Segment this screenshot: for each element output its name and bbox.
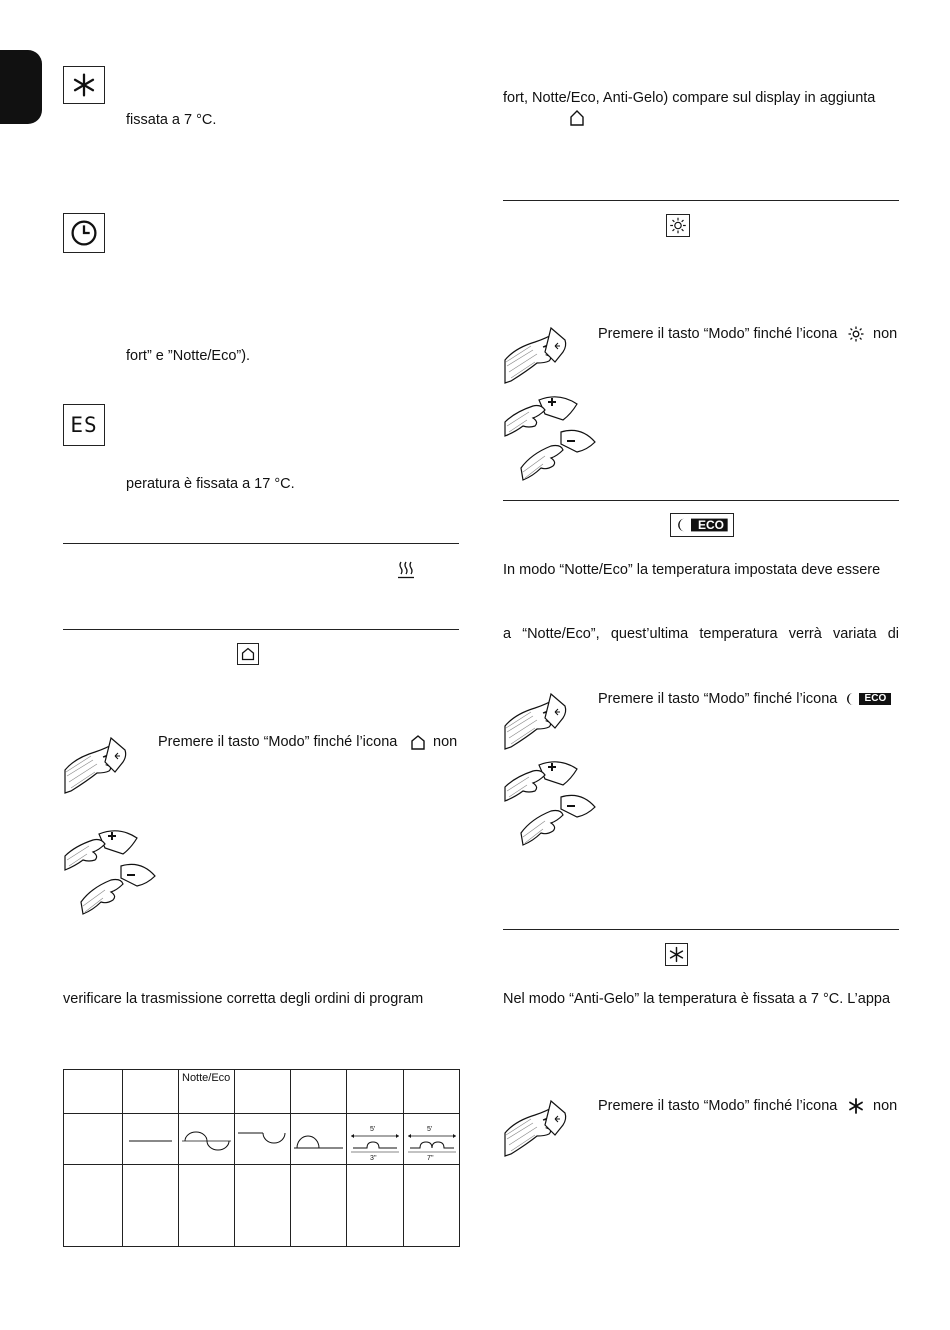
press-mode-text	[158, 733, 433, 751]
antifrost-snowflake-icon	[63, 66, 105, 104]
eco-inline-label: ECO	[864, 693, 887, 705]
wave-5-label-b: 5'	[427, 1126, 433, 1133]
mode-button-hand-icon	[63, 732, 133, 794]
press-mode-prefix: Premere il tasto “Modo” finché l’icona	[158, 734, 398, 750]
eco-press-text	[598, 690, 891, 708]
antifrost-snowflake-icon	[665, 943, 688, 966]
comfort-press-suffix: non	[873, 326, 898, 342]
signal-stop-wave	[291, 1114, 346, 1164]
heat-waves-icon	[398, 561, 414, 579]
table-header-eco: Notte/Eco	[182, 1072, 231, 1084]
signal-eco-wave	[179, 1114, 234, 1164]
eco-moon-icon	[670, 513, 734, 537]
plus-minus-hand-icon	[63, 822, 157, 916]
press-mode-suffix: non	[433, 734, 458, 750]
wave-7-label: 7''	[427, 1155, 434, 1162]
signal-comfort-wave	[123, 1114, 178, 1164]
plus-minus-hand-icon	[503, 388, 597, 482]
house-icon	[409, 734, 427, 750]
mode-button-hand-icon	[503, 1095, 573, 1157]
antifrost-text: fissata a 7 °C.	[126, 112, 217, 128]
house-mode-icon	[237, 643, 259, 665]
program-text: fort” e ”Notte/Eco”).	[126, 348, 251, 364]
comfort-press-prefix: Premere il tasto “Modo” finché l’icona	[598, 326, 838, 342]
house-icon	[568, 109, 586, 126]
section-divider	[503, 200, 899, 201]
antifrost-press-text	[598, 1097, 871, 1115]
wave-5-label-a: 5'	[370, 1126, 376, 1133]
section-divider	[63, 543, 459, 544]
wave-3-label: 3''	[370, 1155, 377, 1162]
mode-button-hand-icon	[503, 688, 573, 750]
section-divider	[503, 929, 899, 930]
eco-text-1: In modo “Notte/Eco” la temperatura impostata deve essere	[503, 562, 881, 578]
program-clock-icon	[63, 213, 105, 253]
es-icon-text: ES	[70, 413, 98, 437]
section-divider	[503, 500, 899, 501]
es-display-icon	[63, 404, 105, 446]
section-divider	[63, 629, 459, 630]
verify-text: verificare la trasmissione corretta degli ordini di program	[63, 991, 424, 1007]
eco-press-prefix: Premere il tasto “Modo” finché l’icona	[598, 691, 838, 707]
intro-text: fort, Notte/Eco, Anti-Gelo) compare sul display in aggiunta	[503, 90, 876, 106]
antifrost-description: Nel modo “Anti-Gelo” la temperatura è fissata a 7 °C. L’appa	[503, 991, 891, 1007]
page-thumb-tab	[0, 50, 42, 124]
antifrost-press-suffix: non	[873, 1098, 898, 1114]
comfort-sun-icon	[666, 214, 690, 237]
mode-button-hand-icon	[503, 322, 573, 384]
es-text: peratura è fissata a 17 °C.	[126, 476, 295, 492]
moon-eco-icon	[845, 691, 891, 707]
eco-text-2: a “Notte/Eco”, quest’ultima temperatura verrà variata di	[503, 626, 899, 642]
snowflake-icon	[847, 1097, 865, 1115]
eco-label: ECO	[697, 518, 724, 532]
sun-icon	[847, 325, 865, 343]
plus-minus-hand-icon	[503, 753, 597, 847]
comfort-press-text	[598, 325, 871, 343]
program-signal-table	[63, 1069, 460, 1247]
antifrost-press-prefix: Premere il tasto “Modo” finché l’icona	[598, 1098, 838, 1114]
signal-antifrost-wave	[235, 1114, 290, 1164]
